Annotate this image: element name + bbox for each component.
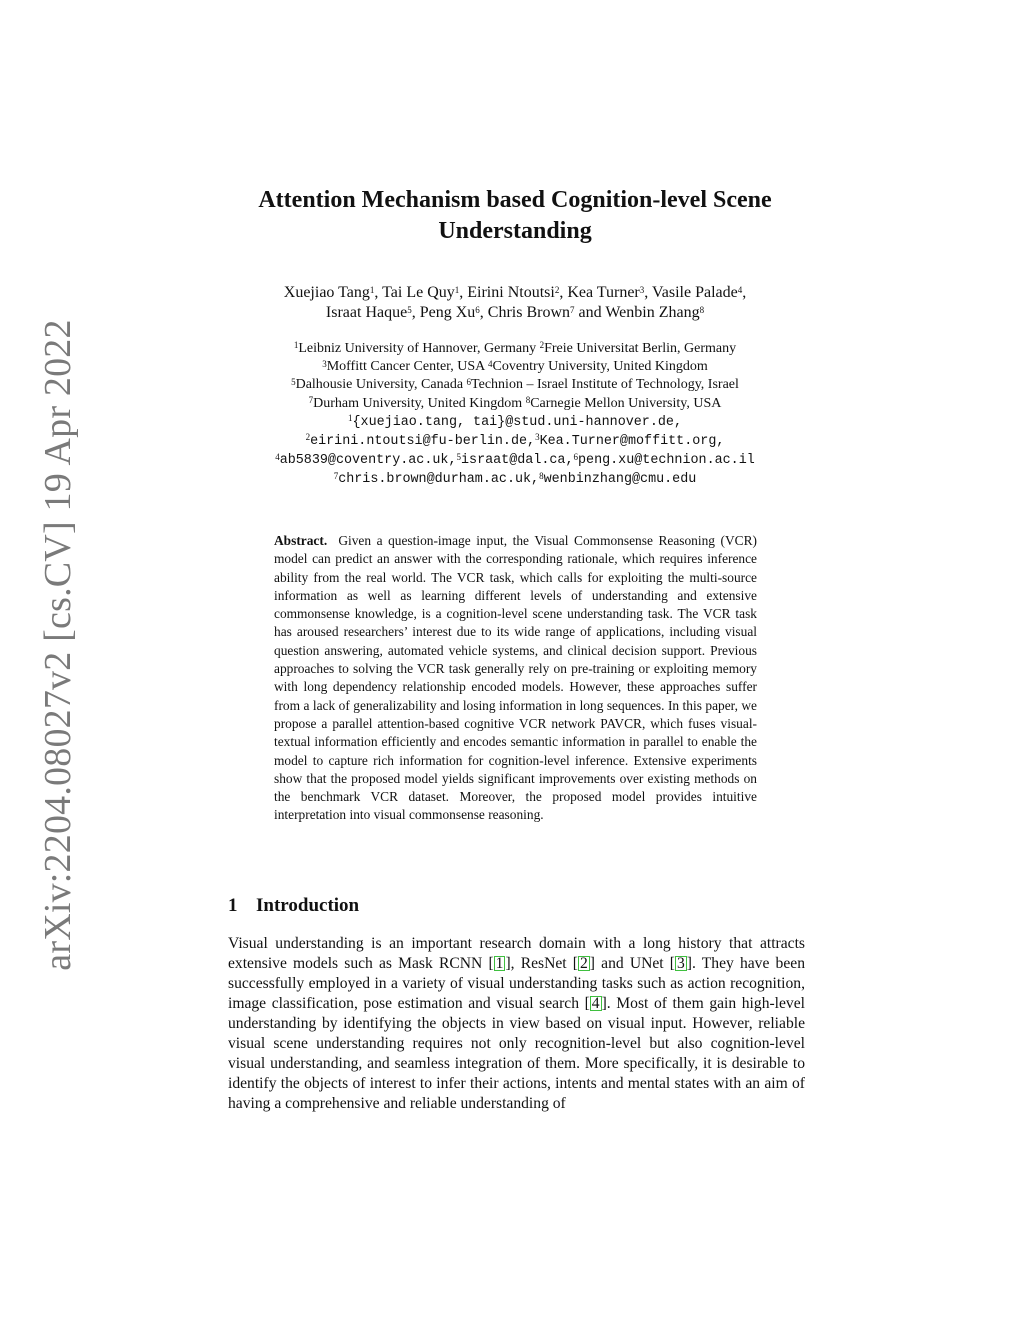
email-line: $^7$chris.brown@durham.ac.uk,$^8$wenbinzhang@cmu.edu — [333, 470, 697, 488]
affiliation: Carnegie Mellon University, USA — [530, 395, 722, 411]
author-affil-mark: 6 — [475, 305, 480, 316]
author-affil-mark: 8 — [699, 305, 705, 316]
affiliation: Freie Universitat Berlin, Germany — [544, 341, 737, 356]
email-line: $^1${xuejiao.tang, tai}@stud.uni-hannover.de, — [348, 413, 682, 430]
section-number: 1 — [228, 895, 238, 916]
email-address[interactable]: chris.brown@durham.ac.uk, — [338, 472, 540, 488]
affiliation-line: $^1$Leibniz University of Hannover, Germany $^2$Freie Universitat Berlin, Germany — [293, 340, 737, 356]
paper-title — [200, 185, 830, 247]
author-name: Eirini Ntoutsi — [467, 284, 555, 301]
author-list — [200, 283, 830, 323]
affiliation-line: $^3$Moffitt Cancer Center, USA $^4$Coventry University, United Kingdom — [322, 358, 708, 375]
citation-link[interactable]: 3 — [676, 955, 685, 972]
section-heading-introduction — [228, 894, 359, 918]
email-address[interactable]: peng.xu@technion.ac.il — [578, 453, 755, 469]
abstract-block — [274, 532, 757, 825]
author-name: Israat Haque — [325, 304, 408, 321]
section-title: Introduction — [256, 895, 360, 916]
affiliation: Moffitt Cancer Center, USA — [326, 359, 485, 375]
author-line-1: Xuejiao Tang$^1$, Tai Le Quy$^1$, Eirini Ntoutsi$^2$, Kea Turner$^3$, Vasile Palade$^4$, — [283, 284, 747, 301]
email-address[interactable]: {xuejiao.tang, tai}@stud.uni-hannover.de, — [352, 414, 682, 430]
email-address[interactable]: israat@dal.ca, — [461, 453, 574, 469]
author-affil-mark: 4 — [737, 285, 743, 296]
email-line: $^2$eirini.ntoutsi@fu-berlin.de,$^3$Kea.Turner@moffitt.org, — [305, 432, 725, 450]
citation-link[interactable]: 2 — [580, 955, 588, 972]
email-address[interactable]: wenbinzhang@cmu.edu — [543, 472, 697, 488]
email-line: $^4$ab5839@coventry.ac.uk,$^5$israat@dal.ca,$^6$peng.xu@technion.ac.il — [275, 451, 755, 469]
paper-title-line-2: Understanding — [438, 218, 592, 244]
affiliation: Dalhousie University, Canada — [295, 377, 464, 393]
author-affil-mark: 5 — [407, 305, 412, 316]
author-name: Xuejiao Tang — [283, 284, 370, 301]
author-affil-mark: 2 — [554, 285, 560, 296]
author-affil-mark: 7 — [570, 305, 575, 316]
email-address[interactable]: eirini.ntoutsi@fu-berlin.de, — [310, 434, 536, 450]
citation-link[interactable]: 4 — [591, 995, 600, 1012]
author-name: Peng Xu — [419, 304, 476, 321]
introduction-paragraph: Visual understanding is an important research domain with a long history that attracts extensive models such as Mask RCNN [ 1 ], ResNet [ 2 ] and UNet [ 3 ]. They have been successfully employed in a variety of visual understanding tasks such as action recognition, image classification, pose estimation and visual search [ 4 ]. Most of them gain high-level understanding by identifying the objects in view based on visual input. However, reliable visual scene understanding requires not only recognition-level but also cognition-level visual understanding, and seamless integration of them. More specifically, it is desirable to identify the objects of interest to infer their actions, intents and mental states with an aim of having a comprehensive and reliable understanding of — [228, 935, 805, 1112]
affiliation: Leibniz University of Hannover, Germany — [298, 341, 537, 356]
citation-link[interactable]: 1 — [495, 955, 504, 972]
affiliations-block — [200, 340, 830, 490]
author-line-2: Israat Haque$^5$, Peng Xu$^6$, Chris Brown$^7$ and Wenbin Zhang$^8$ — [325, 304, 705, 321]
author-name: Vasile Palade — [651, 284, 738, 301]
author-name: Kea Turner — [567, 284, 640, 301]
author-affil-mark: 3 — [639, 285, 645, 296]
author-affil-mark: 1 — [369, 285, 375, 296]
abstract-text: Given a question-image input, the Visual Commonsense Reasoning (VCR) model can predict an answer with the corresponding rationale, which requires inference ability from the real world. The VCR task, which calls for exploiting the multi-source information as well as learning different levels of understanding and extensive commonsense knowledge, is a cognition-level scene understanding task. The VCR task has aroused researchers’ interest due to its wide range of applications, including visual question answering, automated vehicle systems, and clinical decision support. Previous approaches to solving the VCR task generally rely on pre-training or exploiting memory with long dependency relationship encoded models. However, these approaches suffer from a lack of generalizability and losing information in long sequences. In this paper, we propose a parallel attention-based cognitive VCR network PAVCR, which fuses visual-textual information efficiently and encodes semantic information in parallel to enable the model to capture rich information for cognition-level inference. Extensive experiments show that the proposed model yields significant improvements over existing methods on the benchmark VCR dataset. Moreover, the proposed model provides intuitive interpretation into visual commonsense reasoning. — [274, 533, 757, 823]
arxiv-identifier-stamp: arXiv:2204.08027v2 [cs.CV] 19 Apr 2022 — [37, 319, 79, 971]
email-address[interactable]: ab5839@coventry.ac.uk, — [279, 453, 457, 469]
author-name: Tai Le Quy — [382, 284, 455, 301]
affiliation: Coventry University, United Kingdom — [492, 359, 708, 375]
author-name: Wenbin Zhang — [605, 304, 700, 321]
abstract-label: Abstract. — [274, 533, 328, 548]
author-name: Chris Brown — [487, 304, 571, 321]
affiliation-line: $^7$Durham University, United Kingdom $^8$Carnegie Mellon University, USA — [308, 395, 722, 411]
paper-title-line-1: Attention Mechanism based Cognition-level Scene — [258, 187, 772, 213]
affiliation: Technion – Israel Institute of Technology, Israel — [471, 377, 739, 393]
affiliation-line: $^5$Dalhousie University, Canada $^6$Technion – Israel Institute of Technology, Israel — [291, 376, 739, 393]
affiliation: Durham University, United Kingdom — [313, 395, 523, 411]
email-address[interactable]: Kea.Turner@moffitt.org, — [539, 434, 725, 450]
author-affil-mark: 1 — [454, 285, 460, 296]
